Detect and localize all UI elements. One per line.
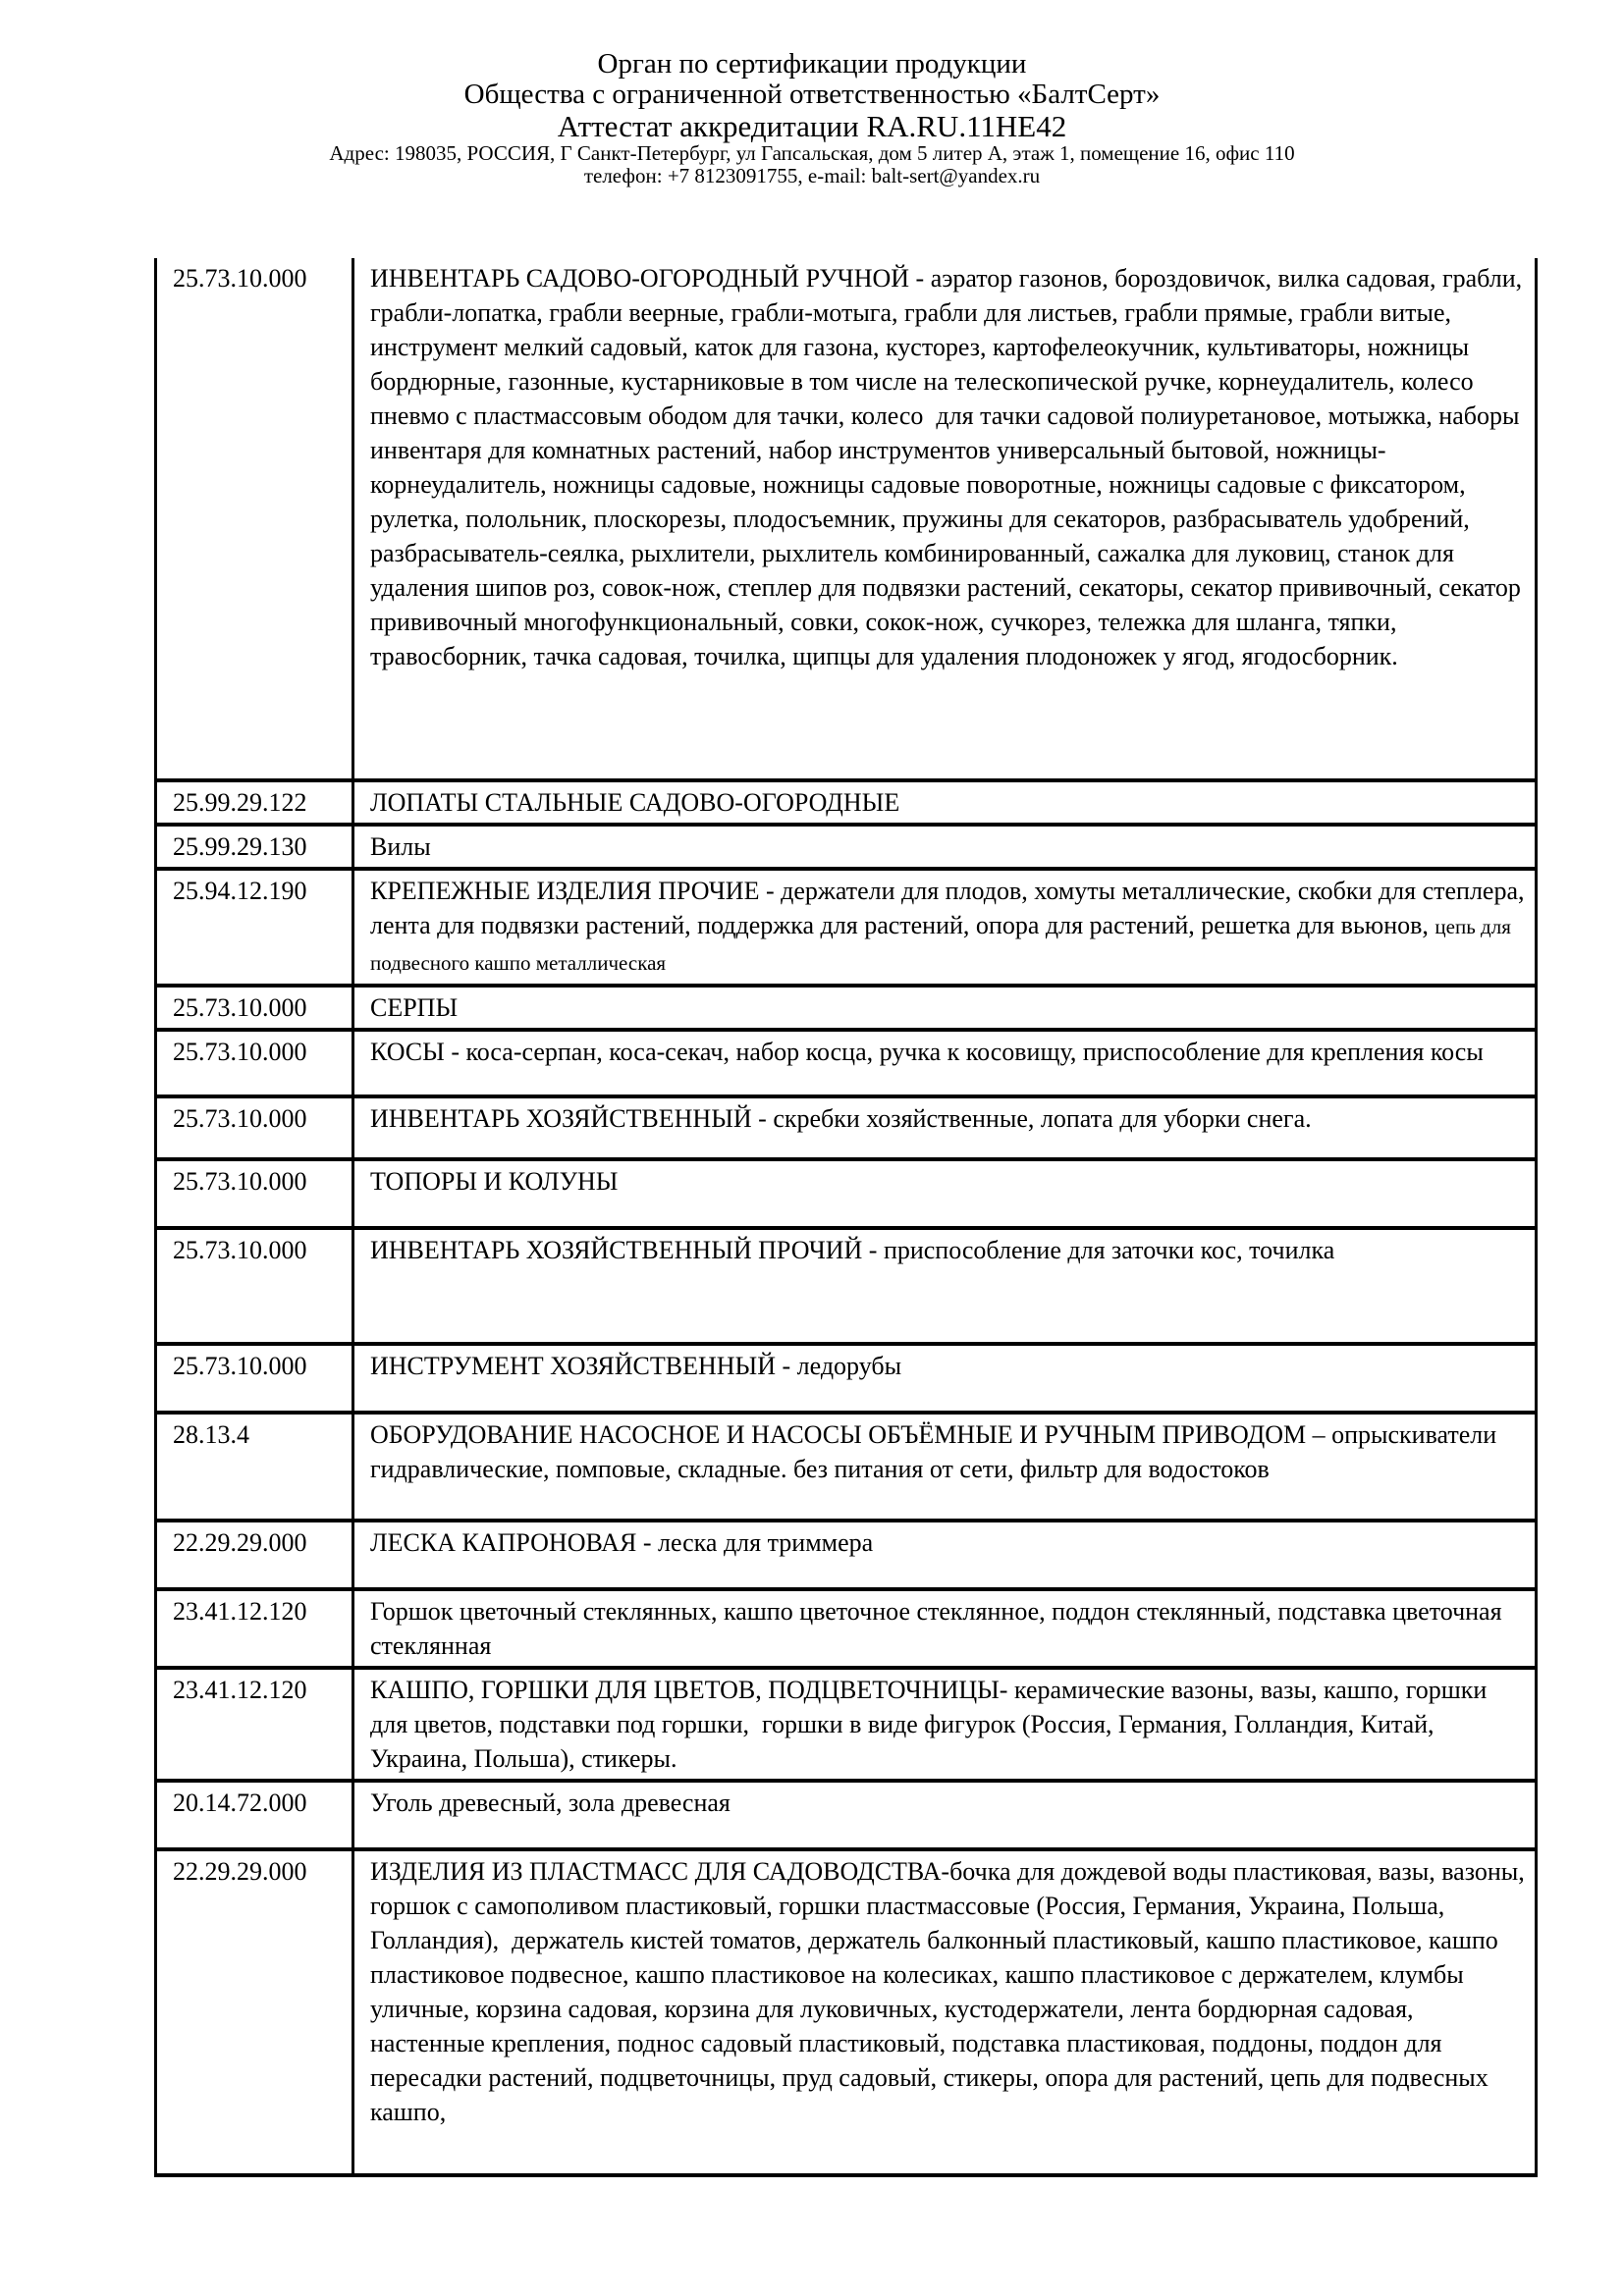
table-row [156, 986, 1537, 1030]
okpd2-code-cell [156, 1344, 353, 1413]
organization-name-line: Общества с ограниченной ответственностью «БалтСерт» [463, 79, 1161, 110]
okpd2-code: 25.99.29.122 [173, 788, 307, 817]
product-description-cell [353, 1521, 1537, 1589]
okpd2-code-cell [156, 1781, 353, 1849]
product-description-cell [353, 869, 1537, 986]
product-list-text: - коса-серпан, коса-секач, набор косца, ручка к косовищу, приспособление для крепления косы [444, 1038, 1484, 1066]
product-list-text: - ледорубы [776, 1352, 902, 1380]
table-row [156, 1159, 1537, 1228]
table-row [156, 869, 1537, 986]
okpd2-code: 25.73.10.000 [173, 993, 307, 1022]
product-description-cell [353, 1344, 1537, 1413]
product-description-cell [353, 258, 1537, 780]
okpd2-code-cell [156, 1096, 353, 1159]
product-list-text: Уголь древесный, зола древесная [370, 1789, 731, 1817]
okpd2-code: 20.14.72.000 [173, 1789, 307, 1817]
product-group-title: ИЗДЕЛИЯ ИЗ ПЛАСТМАСС ДЛЯ САДОВОДСТВА- [370, 1857, 950, 1886]
product-group-title: ЛЕСКА КАПРОНОВАЯ [370, 1528, 637, 1557]
okpd2-code-cell [156, 1413, 353, 1521]
certification-body-line: Орган по сертификации продукции [597, 48, 1027, 80]
okpd2-code-cell [156, 1668, 353, 1781]
okpd2-code: 25.73.10.000 [173, 1167, 307, 1196]
okpd2-code-cell [156, 1228, 353, 1344]
product-list-text: - приспособление для заточки кос, точилка [862, 1236, 1335, 1264]
table-row [156, 1413, 1537, 1521]
okpd2-code: 25.99.29.130 [173, 832, 307, 861]
product-list-text: - держатели для плодов, хомуты металлические, скобки для степлера, лента для подвязки растений, поддержка для растений, опора для растений, решетка для вьюнов, [370, 877, 1532, 939]
okpd2-code: 23.41.12.120 [173, 1676, 307, 1704]
product-description-cell [353, 1849, 1537, 2175]
product-description-cell [353, 1668, 1537, 1781]
okpd2-code: 23.41.12.120 [173, 1597, 307, 1626]
table-row [156, 1344, 1537, 1413]
okpd2-code-cell [156, 825, 353, 869]
table-row [156, 1096, 1537, 1159]
product-description-cell [353, 825, 1537, 869]
product-group-title: ЛОПАТЫ СТАЛЬНЫЕ САДОВО-ОГОРОДНЫЕ [370, 788, 900, 817]
document-header [0, 0, 1624, 187]
product-description-cell [353, 986, 1537, 1030]
address-line: Адрес: 198035, РОССИЯ, Г Санкт-Петербург, ул Гапсальская, дом 5 литер А, этаж 1, помещение 16, офис 110 [329, 141, 1295, 165]
okpd2-code-cell [156, 1849, 353, 2175]
okpd2-code: 25.73.10.000 [173, 1352, 307, 1380]
product-group-title: СЕРПЫ [370, 993, 459, 1022]
product-certification-table [154, 258, 1538, 2177]
product-group-title: КОСЫ [370, 1038, 445, 1066]
product-list-text: - скребки хозяйственные, лопата для уборки снега. [751, 1104, 1312, 1133]
product-description-cell [353, 1413, 1537, 1521]
okpd2-code-cell [156, 1030, 353, 1096]
okpd2-code: 25.73.10.000 [173, 264, 307, 293]
okpd2-code: 22.29.29.000 [173, 1528, 307, 1557]
product-list-text: бочка для дождевой воды пластиковая, вазы, вазоны, горшок с самополивом пластиковый, горшки пластмассовые (Россия, Германия, Украина, Польша, Голландия), держатель кистей томатов, держатель балконный пластиковый, кашпо пластиковое, кашпо пластиковое подвесное, кашпо пластиковое на колесиках, кашпо пластиковое с держателем, клумбы уличные, корзина садовая, корзина для луковичных, кустодержатели, лента бордюрная садовая, настенные крепления, поднос садовый пластиковый, подставка пластиковая, поддоны, поддон для пересадки растений, подцветочницы, пруд садовый, стикеры, опора для растений, цепь для подвесных кашпо, [370, 1857, 1532, 2126]
okpd2-code-cell [156, 869, 353, 986]
table-row [156, 1849, 1537, 2175]
certification-table-body [156, 258, 1537, 2175]
product-description-cell [353, 1030, 1537, 1096]
product-list-text: Горшок цветочный стеклянных, кашпо цветочное стеклянное, поддон стеклянный, подставка цветочная стеклянная [370, 1597, 1509, 1660]
product-group-title: ТОПОРЫ И КОЛУНЫ [370, 1167, 619, 1196]
product-list-text-small: цепь для подвесного кашпо металлическая [370, 915, 1517, 975]
table-row [156, 780, 1537, 825]
table-row [156, 1030, 1537, 1096]
okpd2-code-cell [156, 986, 353, 1030]
product-description-cell [353, 1096, 1537, 1159]
product-group-title: ИНВЕНТАРЬ ХОЗЯЙСТВЕННЫЙ ПРОЧИЙ [370, 1236, 863, 1264]
okpd2-code-cell [156, 780, 353, 825]
okpd2-code: 25.73.10.000 [173, 1104, 307, 1133]
table-row [156, 1668, 1537, 1781]
okpd2-code-cell [156, 1521, 353, 1589]
product-list-text: - аэратор газонов, бороздовичок, вилка садовая, грабли, грабли-лопатка, грабли веерные, грабли-мотыга, грабли для листьев, грабли прямые, грабли витые, инструмент мелкий садовый, каток для газона, кусторез, картофелеокучник, культиваторы, ножницы бордюрные, газонные, кустарниковые в том числе на телескопической ручке, корнеудалитель, колесо пневмо с пластмассовым ободом для тачки, колесо для тачки садовой полиуретановое, мотыжка, наборы инвентаря для комнатных растений, набор инструментов универсальный бытовой, ножницы-корнеудалитель, ножницы садовые, ножницы садовые поворотные, ножницы садовые с фиксатором, рулетка, полольник, плоскорезы, плодосъемник, пружины для секаторов, разбрасыватель удобрений, разбрасыватель-сеялка, рыхлители, рыхлитель комбинированный, сажалка для луковиц, станок для удаления шипов роз, совок-нож, степлер для подвязки растений, секаторы, секатор прививочный, секатор прививочный многофункциональный, совки, сокок-нож, сучкорез, тележка для шланга, тяпки, травосборник, тачка садовая, точилка, щипцы для удаления плодоножек у ягод, ягодосборник. [370, 264, 1529, 670]
product-list-text: – опрыскиватели гидравлические, помповые, складные. без питания от сети, фильтр для водостоков [370, 1420, 1503, 1483]
okpd2-code: 22.29.29.000 [173, 1857, 307, 1886]
okpd2-code: 25.73.10.000 [173, 1038, 307, 1066]
product-description-cell [353, 1781, 1537, 1849]
table-row [156, 1589, 1537, 1668]
product-group-title: ИНВЕНТАРЬ ХОЗЯЙСТВЕННЫЙ [370, 1104, 752, 1133]
phone-email-line: телефон: +7 8123091755, e-mail: balt-sert@yandex.ru [583, 164, 1041, 187]
okpd2-code-cell [156, 258, 353, 780]
table-row [156, 258, 1537, 780]
product-group-title: КРЕПЕЖНЫЕ ИЗДЕЛИЯ ПРОЧИЕ [370, 877, 760, 905]
product-list-text: - леска для триммера [636, 1528, 874, 1557]
product-group-title: ИНВЕНТАРЬ САДОВО-ОГОРОДНЫЙ РУЧНОЙ [370, 264, 910, 293]
product-description-cell [353, 1159, 1537, 1228]
okpd2-code: 28.13.4 [173, 1420, 249, 1449]
product-list-text: Вилы [370, 832, 431, 861]
product-group-title: КАШПО, ГОРШКИ ДЛЯ ЦВЕТОВ, ПОДЦВЕТОЧНИЦЫ- [370, 1676, 1008, 1704]
product-description-cell [353, 1228, 1537, 1344]
table-row [156, 1521, 1537, 1589]
table-row [156, 1228, 1537, 1344]
okpd2-code: 25.73.10.000 [173, 1236, 307, 1264]
product-list-text: керамические вазоны, вазы, кашпо, горшки для цветов, подставки под горшки, горшки в виде фигурок (Россия, Германия, Голландия, Китай, Украина, Польша), стикеры. [370, 1676, 1493, 1773]
product-group-title: ОБОРУДОВАНИЕ НАСОСНОЕ И НАСОСЫ ОБЪЁМНЫЕ И РУЧНЫМ ПРИВОДОМ [370, 1420, 1307, 1449]
okpd2-code-cell [156, 1589, 353, 1668]
product-description-cell [353, 780, 1537, 825]
okpd2-code: 25.94.12.190 [173, 877, 307, 905]
accreditation-certificate-line: Аттестат аккредитации RA.RU.11НЕ42 [557, 109, 1067, 143]
product-group-title: ИНСТРУМЕНТ ХОЗЯЙСТВЕННЫЙ [370, 1352, 776, 1380]
okpd2-code-cell [156, 1159, 353, 1228]
table-row [156, 1781, 1537, 1849]
table-row [156, 825, 1537, 869]
product-description-cell [353, 1589, 1537, 1668]
